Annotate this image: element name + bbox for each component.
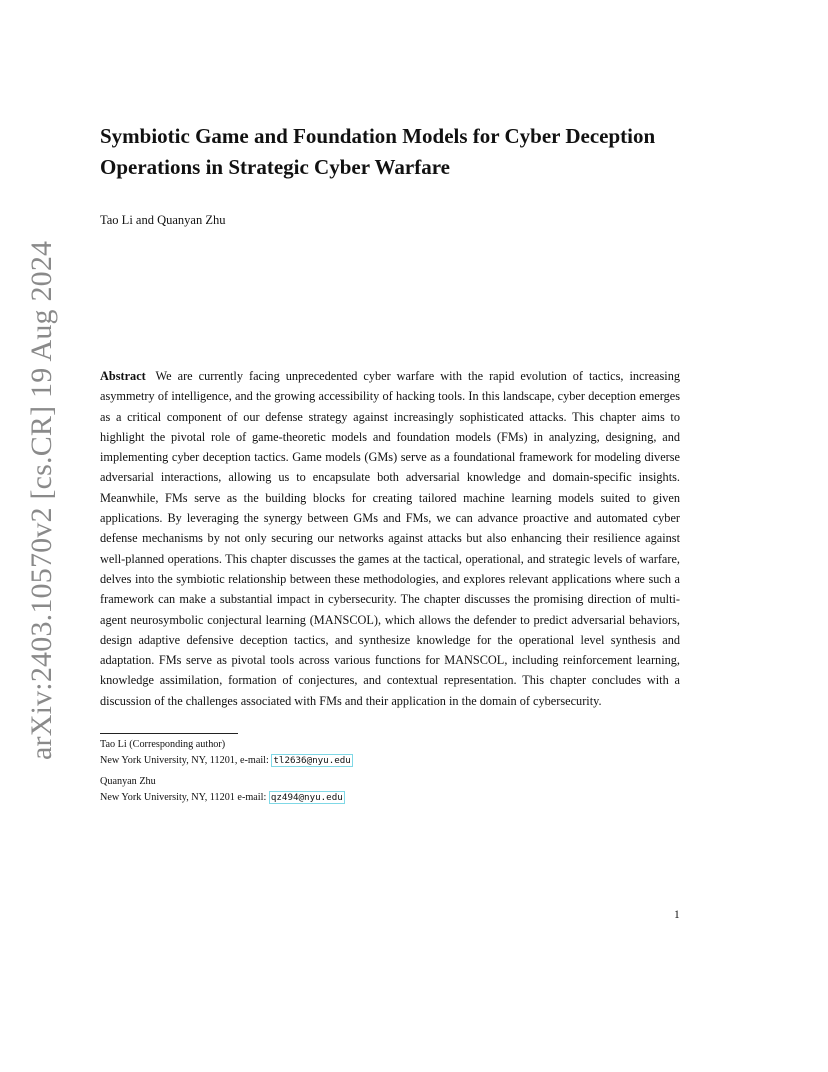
email-link[interactable]: tl2636@nyu.edu [273,754,351,766]
author-footnotes [100,737,600,805]
paper-title: Symbiotic Game and Foundation Models for Cyber Deception Operations in Strategic Cyber Warfare [100,124,656,179]
abstract-heading: Abstract [100,369,146,383]
email-link[interactable]: qz494@nyu.edu [270,791,343,803]
abstract-text: We are currently facing unprecedented cyber warfare with the rapid evolution of tactics, increasing asymmetry of intelligence, and the growing accessibility of hacking tools. In this landscape, cyber deception emerges as a critical component of our defense strategy against increasingly sophisticated attacks. This chapter aims to highlight the pivotal role of game-theoretic models and foundation models (FMs) in analyzing, designing, and implementing cyber deception tactics. Game models (GMs) serve as a foundational framework for modeling diverse adversarial interactions, allowing us to encapsulate both adversarial knowledge and domain-specific insights. Meanwhile, FMs serve as the building blocks for creating tailored machine learning models suited to given applications. By leveraging the synergy between GMs and FMs, we can advance proactive and automated cyber defense mechanisms by not only securing our networks against attacks but also enhancing their resilience against well-planned operations. This chapter discusses the games at the tactical, operational, and strategic levels of warfare, delves into the symbiotic relationship between these methodologies, and explores relevant applications where such a framework can make a substantial impact in cybersecurity. The chapter discusses the promising direction of multi-agent neurosymbolic conjectural learning (MANSCOL), which allows the defender to predict adversarial behaviors, design adaptive defensive deception tactics, and synthesize knowledge for the operational level synthesis and adaptation. FMs serve as pivotal tools across various functions for MANSCOL, including reinforcement learning, knowledge assimilation, formation of conjectures, and contextual representation. This chapter concludes with a discussion of the challenges associated with FMs and their application in the domain of cybersecurity. [100,369,681,708]
footnote-affiliation-line [100,753,600,769]
footnote-affiliation: New York University, NY, 11201, e-mail: [100,754,272,766]
footnote-author-name: Quanyan Zhu [100,776,156,787]
footnote-affiliation: New York University, NY, 11201 e-mail: [100,791,269,803]
footnote-divider [100,733,238,734]
page-number: 1 [674,909,680,921]
footnote-affiliation-line [100,790,600,806]
footnote-author-name: Tao Li (Corresponding author) [100,739,226,750]
arxiv-identifier-stamp: arXiv:2403.10570v2 [cs.CR] 19 Aug 2024 [25,240,58,760]
footnote-author-2 [100,774,600,805]
abstract-paragraph [100,366,680,711]
author-list: Tao Li and Quanyan Zhu [100,213,226,227]
footnote-author-1 [100,737,600,768]
